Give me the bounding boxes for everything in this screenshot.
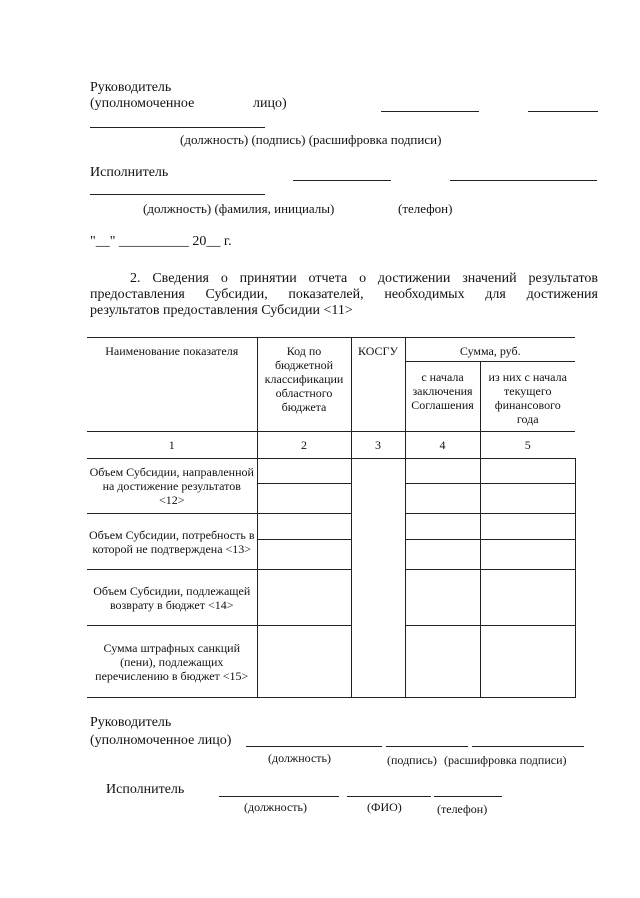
cell[interactable] xyxy=(405,626,480,698)
header-sum-current-year: из них с начала текущего финансового года xyxy=(480,362,575,432)
signature-decoding-line[interactable] xyxy=(528,111,598,112)
row-label-1: Объем Субсидии, направленной на достижение результатов <12> xyxy=(87,459,257,514)
bottom-cap-position: (должность) xyxy=(268,751,331,765)
executor-fio-line[interactable] xyxy=(293,180,391,181)
col-number-5: 5 xyxy=(480,432,575,459)
header-code: Код по бюджетной классификации областного бюджета xyxy=(257,338,351,432)
header-sum-from-start: с начала заключения Соглашения xyxy=(405,362,480,432)
kosgu-cell[interactable] xyxy=(351,459,405,698)
row-label-2: Объем Субсидии, потребность в которой не подтверждена <13> xyxy=(87,514,257,570)
executor-captions-b: (телефон) xyxy=(398,201,453,216)
section-line-1: 2. Сведения о принятии отчета о достижении значений результатов xyxy=(130,271,598,286)
acceptance-table xyxy=(87,337,576,698)
bottom-exec-phone-line[interactable] xyxy=(434,796,502,797)
col-number-4: 4 xyxy=(405,432,480,459)
cell[interactable] xyxy=(405,484,480,514)
executor-label: Исполнитель xyxy=(90,165,169,180)
cell[interactable] xyxy=(480,459,575,484)
bottom-head-label: Руководитель xyxy=(90,715,172,730)
cell[interactable] xyxy=(405,570,480,626)
executor-phone-line[interactable] xyxy=(450,180,597,181)
cell[interactable] xyxy=(257,459,351,484)
cell[interactable] xyxy=(257,570,351,626)
head-authorized-b: лицо) xyxy=(253,96,287,111)
cell[interactable] xyxy=(480,514,575,540)
cell[interactable] xyxy=(405,540,480,570)
row-label-4: Сумма штрафных санкций (пени), подлежащих перечислению в бюджет <15> xyxy=(87,626,257,698)
position-line[interactable] xyxy=(90,127,265,128)
executor-captions-a: (должность) (фамилия, инициалы) xyxy=(143,201,335,216)
section-line-2: предоставления Субсидии, показателей, необходимых для достижения xyxy=(90,287,598,302)
header-name: Наименование показателя xyxy=(87,338,257,432)
cell[interactable] xyxy=(480,570,575,626)
cell[interactable] xyxy=(480,484,575,514)
bottom-position-line[interactable] xyxy=(246,746,382,747)
cell[interactable] xyxy=(257,540,351,570)
head-authorized-a: (уполномоченное xyxy=(90,96,195,111)
head-label: Руководитель xyxy=(90,80,172,95)
bottom-cap-signature: (подпись) xyxy=(387,753,437,767)
header-kosgu: КОСГУ xyxy=(351,338,405,432)
bottom-exec-phone: (телефон) xyxy=(437,802,488,816)
date-line: "__" __________ 20__ г. xyxy=(90,234,232,249)
cell[interactable] xyxy=(257,514,351,540)
header-sum: Сумма, руб. xyxy=(405,338,575,362)
col-number-3: 3 xyxy=(351,432,405,459)
bottom-exec-fio-line[interactable] xyxy=(347,796,431,797)
cell[interactable] xyxy=(405,459,480,484)
cell[interactable] xyxy=(257,484,351,514)
bottom-exec-position-line[interactable] xyxy=(219,796,339,797)
section-line-3: результатов предоставления Субсидии <11> xyxy=(90,303,353,318)
section-heading xyxy=(90,271,598,319)
head-captions: (должность) (подпись) (расшифровка подписи) xyxy=(180,132,442,147)
signature-line[interactable] xyxy=(381,111,479,112)
bottom-exec-position: (должность) xyxy=(244,800,307,814)
col-number-1: 1 xyxy=(87,432,257,459)
cell[interactable] xyxy=(480,540,575,570)
bottom-decoding-line[interactable] xyxy=(472,746,584,747)
bottom-cap-decoding: (расшифровка подписи) xyxy=(444,753,567,767)
bottom-exec-fio: (ФИО) xyxy=(367,800,402,814)
bottom-executor-label: Исполнитель xyxy=(106,782,185,797)
bottom-head-authorized: (уполномоченное лицо) xyxy=(90,733,232,748)
cell[interactable] xyxy=(257,626,351,698)
bottom-signature-line[interactable] xyxy=(386,746,468,747)
col-number-2: 2 xyxy=(257,432,351,459)
executor-position-line[interactable] xyxy=(90,194,265,195)
row-label-3: Объем Субсидии, подлежащей возврату в бюджет <14> xyxy=(87,570,257,626)
cell[interactable] xyxy=(405,514,480,540)
cell[interactable] xyxy=(480,626,575,698)
